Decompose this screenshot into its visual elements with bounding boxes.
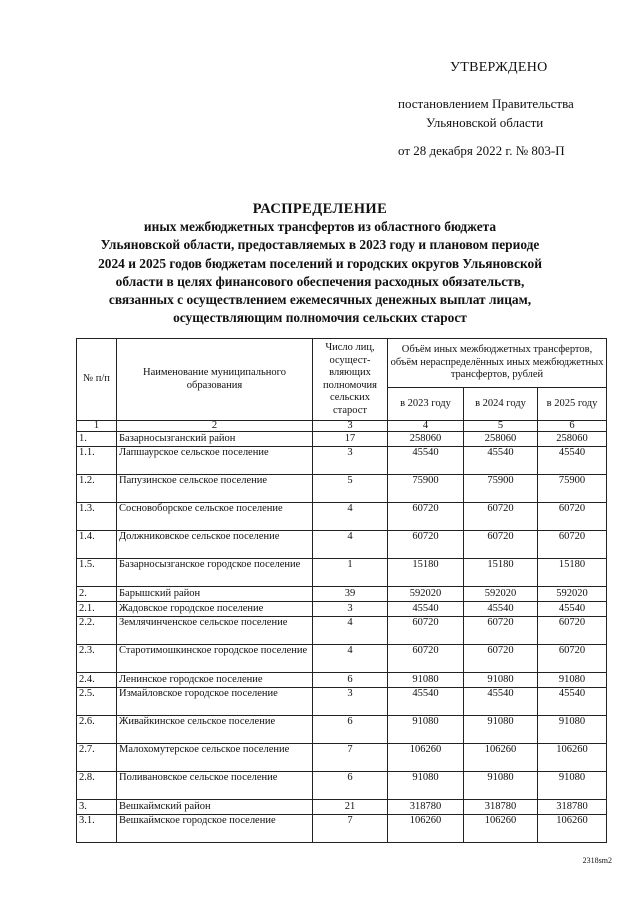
municipality-name: Базарносызганское городское поселение [117,559,313,587]
column-number: 1 [77,421,117,432]
elders-count: 5 [313,475,388,503]
header-count: Число лиц, осущест-вляющих полномочия сельских старост [313,339,388,421]
table-row [77,800,607,815]
approved-stamp: УТВЕРЖДЕНО [450,60,548,75]
decree-line-3: от 28 декабря 2022 г. № 803-П [398,143,565,158]
row-number: 2.1. [77,602,117,617]
elders-count: 6 [313,673,388,688]
row-number: 2.5. [77,688,117,716]
elders-count: 7 [313,815,388,843]
amount-2024: 45540 [464,447,538,475]
amount-2025: 60720 [538,503,607,531]
municipality-name: Вешкаймский район [117,800,313,815]
table-row [77,602,607,617]
row-number: 2.2. [77,617,117,645]
municipality-name: Вешкаймское городское поселение [117,815,313,843]
header-name: Наименование муниципального образования [117,339,313,421]
header-2023: в 2023 году [388,388,464,421]
header-2025: в 2025 году [538,388,607,421]
elders-count: 4 [313,531,388,559]
elders-count: 3 [313,602,388,617]
amount-2025: 60720 [538,531,607,559]
municipality-name: Поливановское сельское поселение [117,772,313,800]
row-number: 2. [77,587,117,602]
amount-2023: 60720 [388,531,464,559]
table-row [77,559,607,587]
amount-2023: 45540 [388,602,464,617]
table-row [77,673,607,688]
municipality-name: Жадовское городское поселение [117,602,313,617]
amount-2025: 60720 [538,645,607,673]
elders-count: 17 [313,432,388,447]
municipality-name: Землячинченское сельское поселение [117,617,313,645]
table-row [77,815,607,843]
column-number: 2 [117,421,313,432]
amount-2024: 106260 [464,744,538,772]
amount-2025: 106260 [538,815,607,843]
title-line: 2024 и 2025 годов бюджетам поселений и городских округов Ульяновской [98,255,542,271]
row-number: 1.5. [77,559,117,587]
amount-2023: 91080 [388,716,464,744]
municipality-name: Сосновоборское сельское поселение [117,503,313,531]
municipality-name: Папузинское сельское поселение [117,475,313,503]
amount-2023: 258060 [388,432,464,447]
amount-2025: 592020 [538,587,607,602]
municipality-name: Должниковское сельское поселение [117,531,313,559]
amount-2025: 91080 [538,772,607,800]
amount-2023: 318780 [388,800,464,815]
column-number: 3 [313,421,388,432]
amount-2025: 45540 [538,688,607,716]
amount-2023: 106260 [388,744,464,772]
amount-2023: 60720 [388,503,464,531]
amount-2023: 15180 [388,559,464,587]
decree-line-2: Ульяновской области [426,115,544,130]
amount-2025: 258060 [538,432,607,447]
table-row [77,716,607,744]
amount-2024: 60720 [464,645,538,673]
municipality-name: Лапшаурское сельское поселение [117,447,313,475]
amount-2024: 60720 [464,503,538,531]
elders-count: 1 [313,559,388,587]
column-number: 4 [388,421,464,432]
table-row [77,744,607,772]
municipality-name: Живайкинское сельское поселение [117,716,313,744]
amount-2024: 15180 [464,559,538,587]
elders-count: 21 [313,800,388,815]
distribution-table [76,338,607,843]
elders-count: 3 [313,447,388,475]
row-number: 2.7. [77,744,117,772]
table-row [77,503,607,531]
header-volume: Объём иных межбюджетных трансфертов, объём нераспределённых иных межбюджетных трансфертов, рублей [388,339,607,388]
title-line: иных межбюджетных трансфертов из областного бюджета [143,219,497,235]
table-row [77,447,607,475]
municipality-name: Базарносызганский район [117,432,313,447]
amount-2024: 318780 [464,800,538,815]
amount-2025: 60720 [538,617,607,645]
amount-2024: 91080 [464,772,538,800]
amount-2024: 91080 [464,673,538,688]
municipality-name: Малохомутерское сельское поселение [117,744,313,772]
document-title [60,200,580,327]
amount-2024: 106260 [464,815,538,843]
row-number: 2.4. [77,673,117,688]
title-line: Ульяновской области, предоставляемых в 2023 году и плановом периоде [100,237,540,253]
title-line: связанных с осуществлением ежемесячных денежных выплат лицам, [108,292,532,308]
amount-2023: 60720 [388,617,464,645]
table-row [77,772,607,800]
table-row [77,432,607,447]
row-number: 3. [77,800,117,815]
row-number: 1.3. [77,503,117,531]
amount-2025: 91080 [538,716,607,744]
amount-2025: 75900 [538,475,607,503]
elders-count: 6 [313,772,388,800]
row-number: 3.1. [77,815,117,843]
amount-2025: 106260 [538,744,607,772]
row-number: 1. [77,432,117,447]
amount-2024: 91080 [464,716,538,744]
amount-2024: 60720 [464,531,538,559]
amount-2023: 592020 [388,587,464,602]
table-row [77,531,607,559]
decree-line-1: постановлением Правительства [398,96,574,111]
amount-2023: 60720 [388,645,464,673]
elders-count: 39 [313,587,388,602]
amount-2023: 91080 [388,772,464,800]
municipality-name: Измайловское городское поселение [117,688,313,716]
amount-2023: 91080 [388,673,464,688]
row-number: 1.4. [77,531,117,559]
row-number: 2.6. [77,716,117,744]
amount-2023: 45540 [388,688,464,716]
amount-2023: 75900 [388,475,464,503]
document-code: 2318sm2 [582,856,612,865]
row-number: 2.8. [77,772,117,800]
table-row [77,617,607,645]
amount-2025: 318780 [538,800,607,815]
amount-2024: 75900 [464,475,538,503]
amount-2024: 258060 [464,432,538,447]
amount-2024: 45540 [464,602,538,617]
header-2024: в 2024 году [464,388,538,421]
title-line: осуществляющим полномочия сельских старост [173,310,467,326]
amount-2023: 106260 [388,815,464,843]
row-number: 1.2. [77,475,117,503]
row-number: 2.3. [77,645,117,673]
column-number-row [77,421,607,432]
table-row [77,688,607,716]
amount-2024: 592020 [464,587,538,602]
column-number: 6 [538,421,607,432]
elders-count: 3 [313,688,388,716]
amount-2024: 60720 [464,617,538,645]
elders-count: 4 [313,617,388,645]
municipality-name: Барышский район [117,587,313,602]
title-line: области в целях финансового обеспечения расходных обязательств, [115,273,525,289]
amount-2025: 91080 [538,673,607,688]
amount-2025: 45540 [538,447,607,475]
amount-2025: 45540 [538,602,607,617]
table-row [77,587,607,602]
elders-count: 4 [313,645,388,673]
municipality-name: Ленинское городское поселение [117,673,313,688]
title-heading: РАСПРЕДЕЛЕНИЕ [252,201,388,217]
table-row [77,645,607,673]
header-num: № п/п [77,339,117,421]
elders-count: 7 [313,744,388,772]
amount-2024: 45540 [464,688,538,716]
elders-count: 4 [313,503,388,531]
amount-2023: 45540 [388,447,464,475]
column-number: 5 [464,421,538,432]
table-row [77,475,607,503]
elders-count: 6 [313,716,388,744]
municipality-name: Старотимошкинское городское поселение [117,645,313,673]
amount-2025: 15180 [538,559,607,587]
row-number: 1.1. [77,447,117,475]
